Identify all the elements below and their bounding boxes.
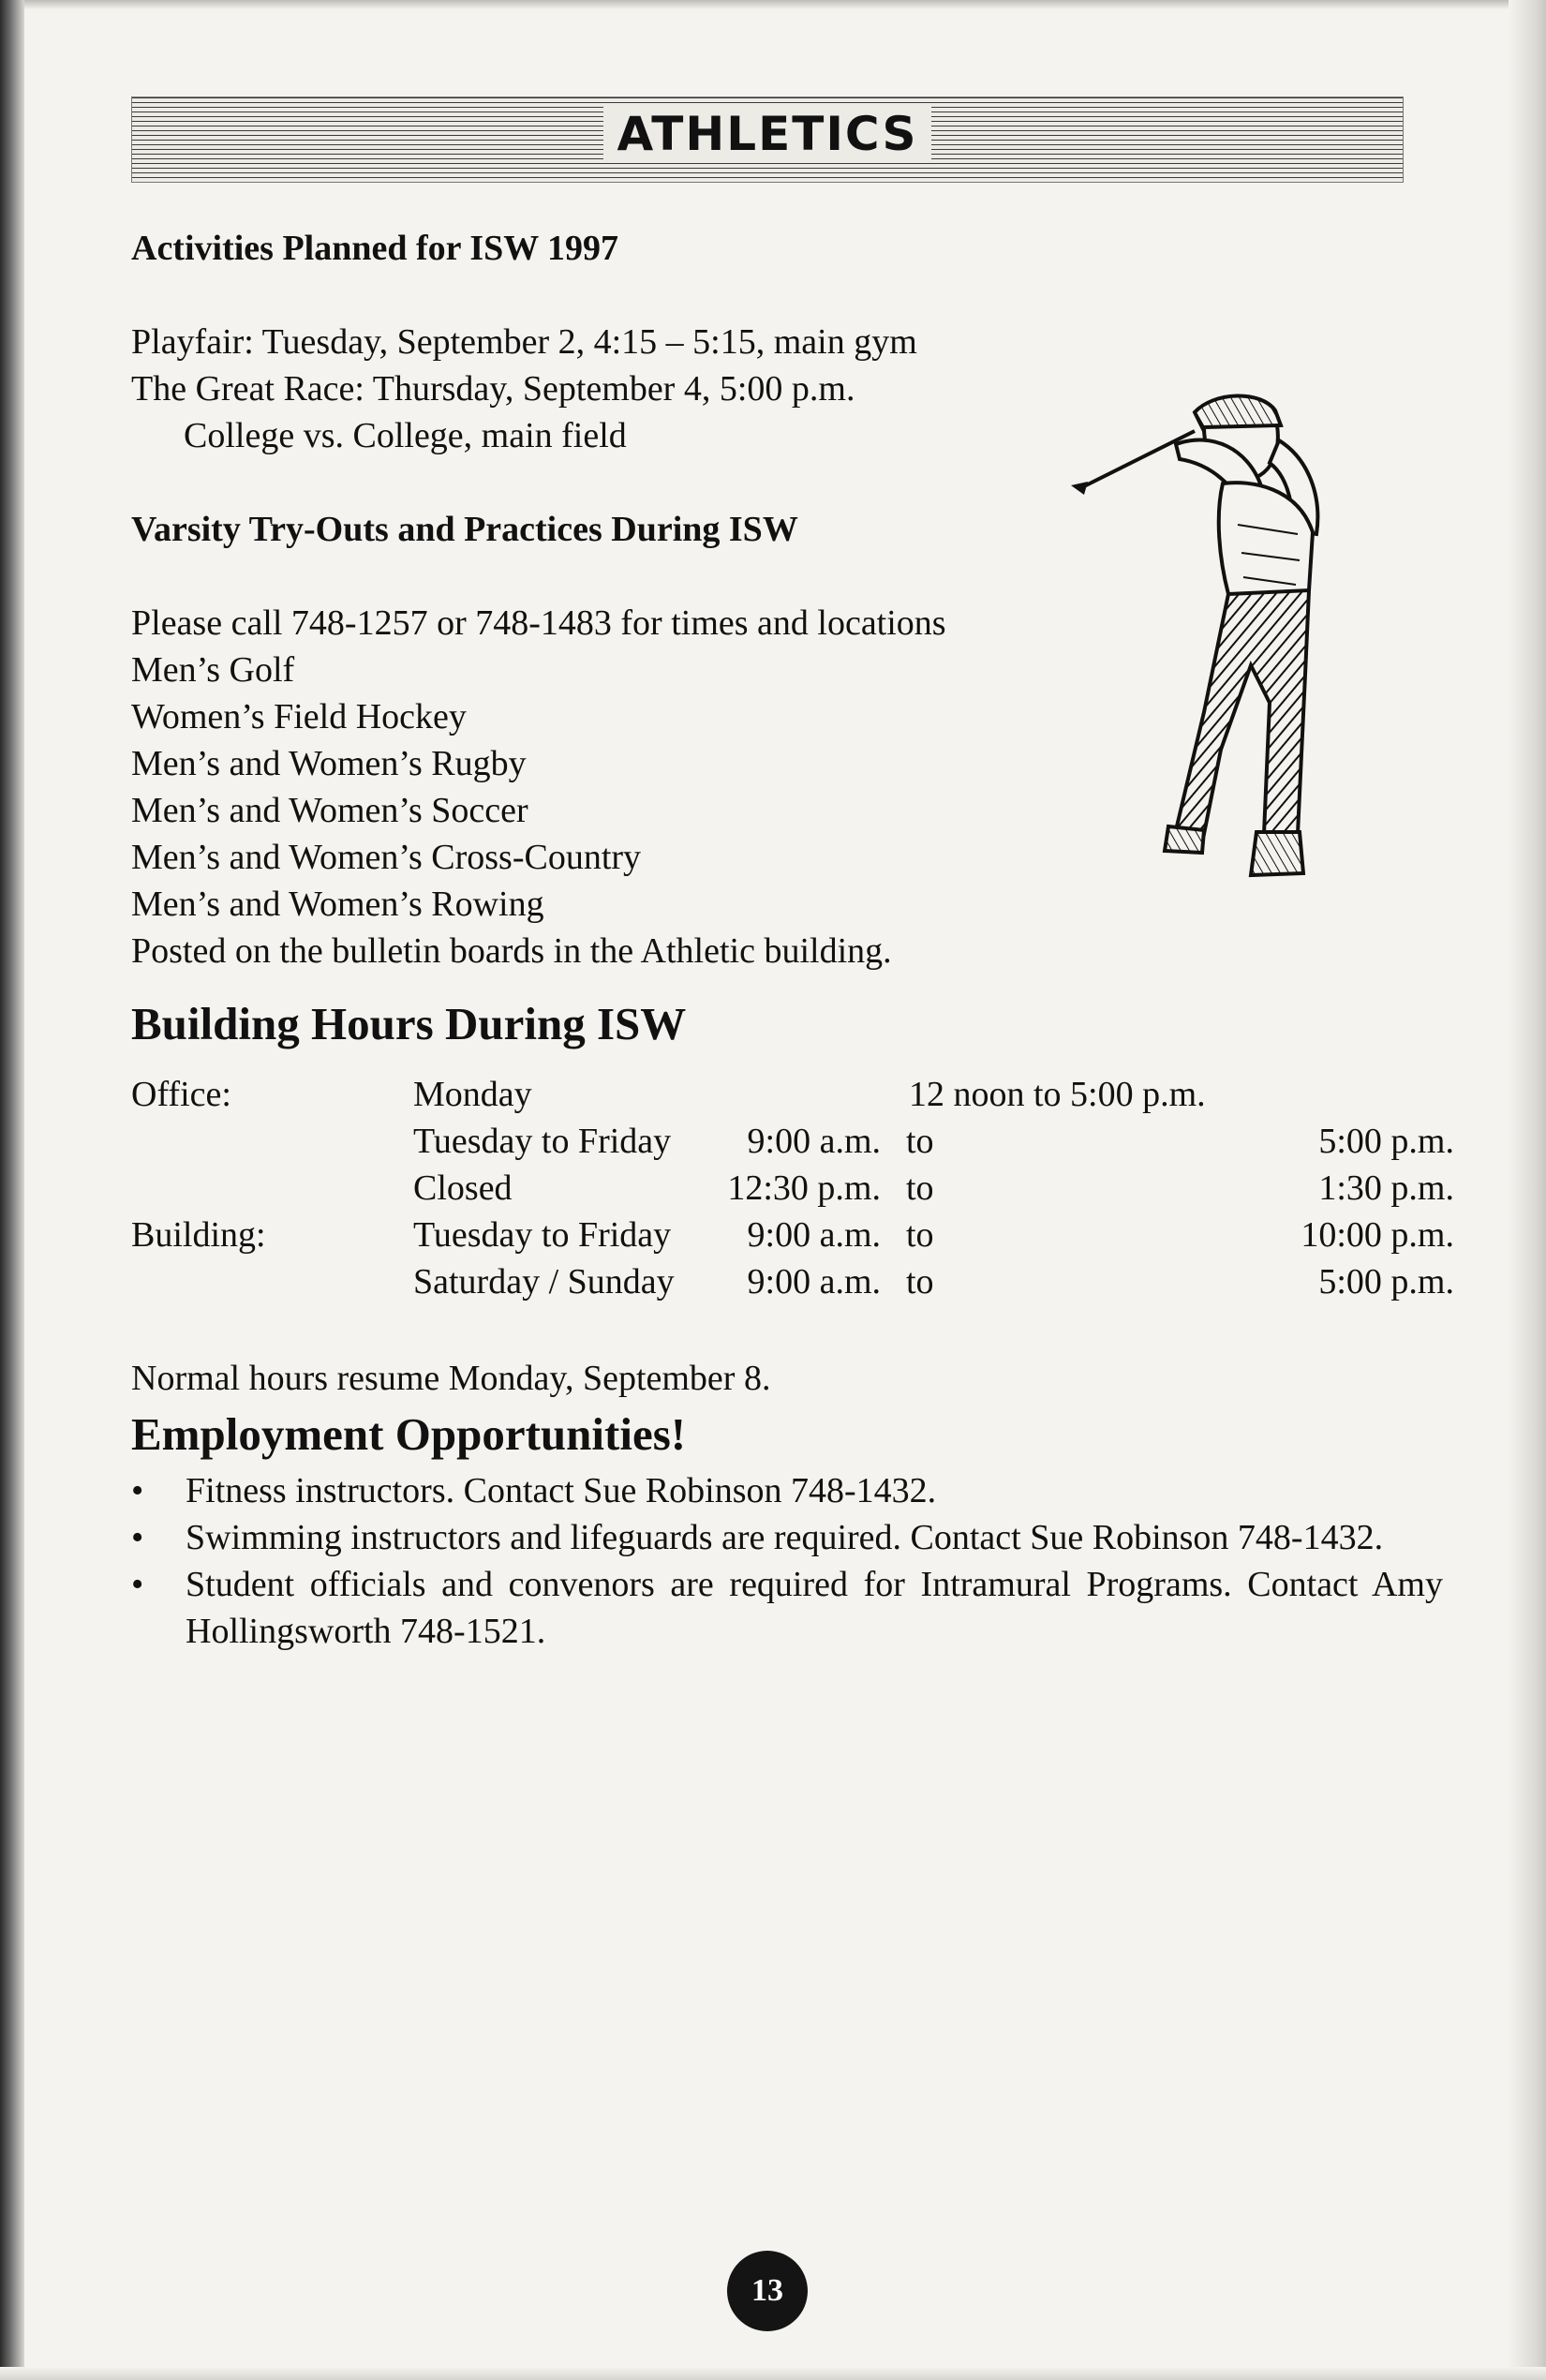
bullet-icon: • <box>131 1518 144 1557</box>
banner-title: ATHLETICS <box>603 107 930 161</box>
hours-end: 10:00 p.m. <box>1301 1215 1454 1255</box>
page-edge <box>1509 0 1546 2380</box>
hours-row <box>131 1168 1454 1214</box>
hours-row <box>131 1121 1454 1168</box>
hours-end: 5:00 p.m. <box>1318 1262 1454 1302</box>
page-edge <box>0 0 1546 9</box>
page-content <box>131 225 1454 1655</box>
varsity-line: Men’s and Women’s Soccer <box>131 791 528 830</box>
varsity-line: Women’s Field Hockey <box>131 697 467 736</box>
varsity-line: Please call 748-1257 or 748-1483 for times and locations <box>131 603 946 643</box>
list-item-text: Swimming instructors and lifeguards are required. Contact Sue Robinson 748-1432. <box>186 1518 1384 1557</box>
hours-to: to <box>906 1215 934 1255</box>
building-hours-heading: Building Hours During ISW <box>131 998 687 1049</box>
employment-heading: Employment Opportunities! <box>131 1408 687 1460</box>
list-item-text: Student officials and convenors are required for Intramural Programs. Contact Amy Hollingsworth 748-1521. <box>186 1565 1443 1651</box>
activity-line: The Great Race: Thursday, September 4, 5:00 p.m. <box>131 369 855 409</box>
hours-range: 12 noon to 5:00 p.m. <box>909 1075 1206 1114</box>
varsity-line: Men’s Golf <box>131 650 295 690</box>
varsity-line: Men’s and Women’s Rowing <box>131 885 544 924</box>
list-item <box>131 1561 1443 1655</box>
activities-heading: Activities Planned for ISW 1997 <box>131 229 619 268</box>
varsity-line: Men’s and Women’s Rugby <box>131 744 527 783</box>
list-item-text: Fitness instructors. Contact Sue Robinson 748-1432. <box>186 1471 937 1510</box>
hours-note: Normal hours resume Monday, September 8. <box>131 1359 771 1398</box>
hours-start: 12:30 p.m. <box>727 1168 881 1208</box>
hours-day: Tuesday to Friday <box>413 1215 672 1255</box>
hours-start: 9:00 a.m. <box>747 1215 881 1255</box>
hours-end: 1:30 p.m. <box>1318 1168 1454 1208</box>
page-binding-shadow <box>0 0 24 2380</box>
building-hours-table <box>131 1074 1454 1308</box>
bullet-icon: • <box>131 1565 144 1604</box>
page-number: 13 <box>727 2251 808 2331</box>
hours-end: 5:00 p.m. <box>1318 1122 1454 1161</box>
employment-list <box>131 1467 1443 1655</box>
hours-day: Monday <box>413 1075 532 1114</box>
activity-line: Playfair: Tuesday, September 2, 4:15 – 5:15, main gym <box>131 322 917 362</box>
hours-to: to <box>906 1122 934 1161</box>
page-edge <box>0 2367 1546 2380</box>
hours-day: Tuesday to Friday <box>413 1122 672 1161</box>
hours-day: Closed <box>413 1168 513 1208</box>
activity-line: College vs. College, main field <box>184 416 627 455</box>
hours-day: Saturday / Sunday <box>413 1262 675 1302</box>
list-item <box>131 1467 1443 1514</box>
list-item <box>131 1514 1443 1561</box>
varsity-line: Men’s and Women’s Cross-Country <box>131 838 642 877</box>
varsity-line: Posted on the bulletin boards in the Athletic building. <box>131 931 892 971</box>
hours-row <box>131 1214 1454 1261</box>
hours-row <box>131 1261 1454 1308</box>
hours-to: to <box>906 1262 934 1302</box>
hours-start: 9:00 a.m. <box>747 1262 881 1302</box>
hours-to: to <box>906 1168 934 1208</box>
bullet-icon: • <box>131 1471 144 1510</box>
hours-row <box>131 1074 1443 1121</box>
varsity-heading: Varsity Try-Outs and Practices During ISW <box>131 510 798 549</box>
hours-label: Building: <box>131 1215 266 1255</box>
hours-label: Office: <box>131 1075 231 1114</box>
hours-start: 9:00 a.m. <box>747 1122 881 1161</box>
section-banner <box>131 97 1404 183</box>
